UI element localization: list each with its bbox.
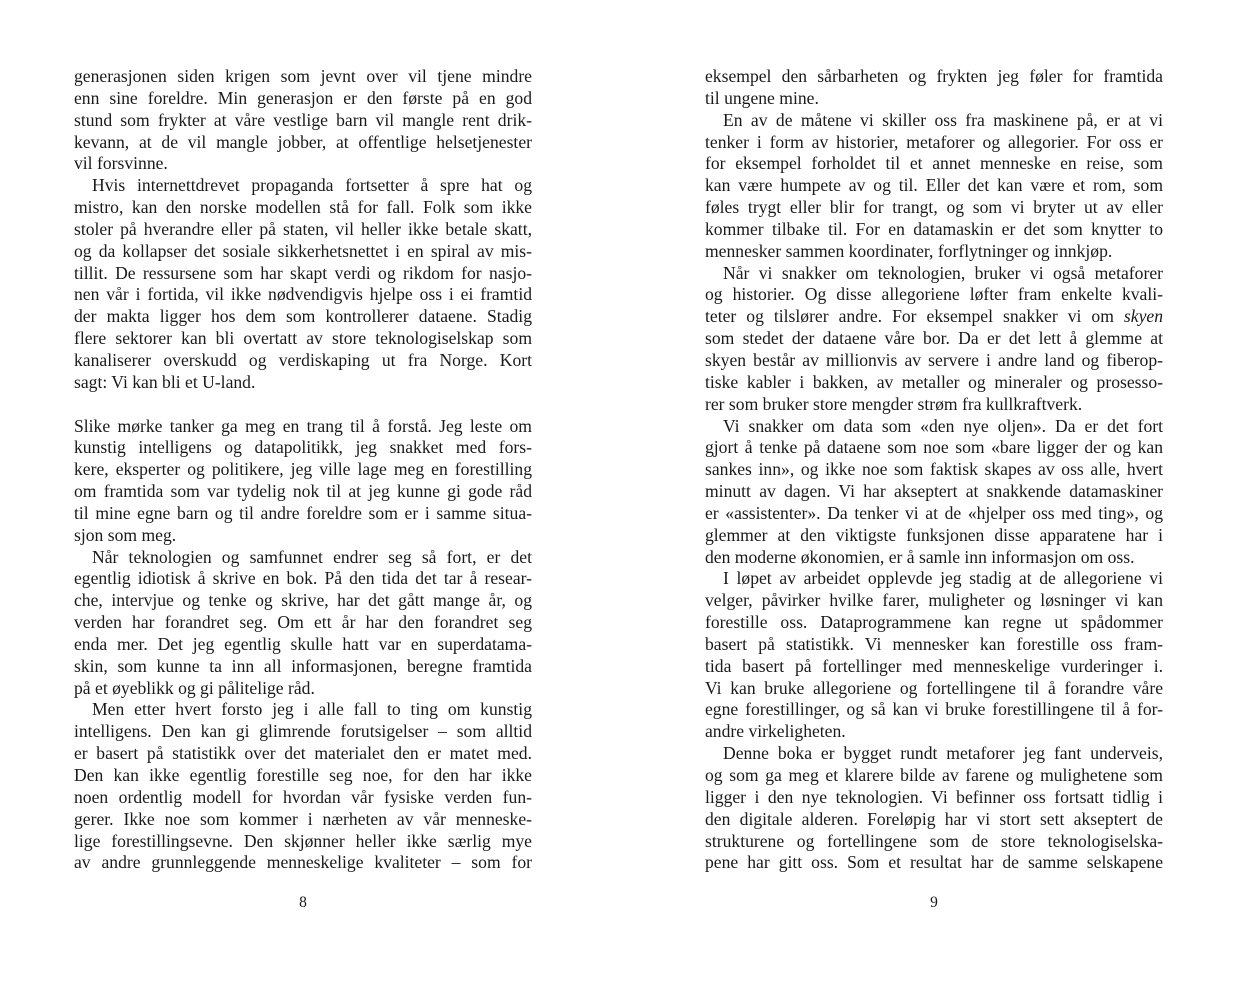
text-line: che, intervjue og tenke og skrive, har det gått mange år, og (74, 590, 532, 611)
text-line: skin, som kunne ta inn all informasjonen, beregne framtida (74, 655, 532, 676)
text-line: noen ordentlig modell for hvordan vår fysiske verden fun- (74, 786, 532, 807)
text-line: glemmer at den viktigste funksjonen disse apparatene har i (705, 524, 1163, 545)
text-line: av andre grunnleggende menneskelige kvaliteter – som for (74, 852, 532, 873)
text-line: for eksempel forholdet til et annet menneske en reise, som (705, 153, 1163, 174)
text-line-segment: teter og tilslører andre. For eksempel snakker vi om (705, 306, 1124, 327)
text-line: rer som bruker store mengder strøm fra kullkraftverk. (705, 393, 1083, 414)
text-line: kan være humpete av og til. Eller det kan være et rom, som (705, 175, 1163, 196)
italic-word: skyen (1123, 306, 1163, 327)
left-page-text (74, 66, 532, 874)
text-line: lige forestillingsevne. Den skjønner heller ikke særlig mye (74, 830, 532, 851)
text-line: den moderne økonomien, er å samle inn informasjon om oss. (705, 546, 1135, 567)
text-line: velger, påvirker hvilke farer, muligheter og løsninger vi kan (705, 590, 1163, 611)
text-line: Denne boka er bygget rundt metaforer jeg fant underveis, (723, 743, 1163, 764)
text-line: der makta ligger hos dem som kontrollerer dataene. Stadig (74, 306, 532, 327)
text-line: Men etter hvert forsto jeg i alle fall to ting om kunstig (92, 699, 532, 720)
text-line: Vi snakker om data som «den nye oljen». Da er det fort (723, 415, 1163, 436)
text-line: vil forsvinne. (74, 153, 168, 174)
text-line: sjon som meg. (74, 524, 177, 545)
text-line: og da kollapser det sosiale sikkerhetsnettet i en spiral av mis- (74, 240, 532, 261)
text-line: sankes inn», og ikke noe som faktisk skapes av oss alle, hvert (705, 459, 1163, 480)
text-line: tiske kabler i bakken, av metaller og mineraler og prosesso- (705, 371, 1163, 392)
text-line: I løpet av arbeidet opplevde jeg stadig at de allegoriene vi (723, 568, 1163, 589)
text-line: Vi kan bruke allegoriene og fortellingene til å forandre våre (705, 677, 1163, 698)
text-line: og historier. Og disse allegoriene løfter fram enkelte kvali- (705, 284, 1163, 305)
text-line: tenker i form av historier, metaforer og allegorier. For oss er (705, 131, 1163, 152)
text-line: Den kan ikke egentlig forestille seg noe, for den har ikke (74, 765, 532, 785)
text-line: strukturene og fortellingene som de store teknologiselska- (705, 830, 1163, 851)
text-line: er basert på statistikk over det materialet den er matet med. (74, 743, 532, 764)
text-line: som stedet der dataene våre bor. Da er det lett å glemme at (705, 328, 1163, 349)
text-line: egne forestillinger, og så kan vi bruke forestillingene til å for- (705, 699, 1163, 720)
text-line: gerer. Ikke noe som kommer i nærheten av vår menneske- (74, 808, 532, 829)
text-line: til ungene mine. (705, 87, 819, 108)
text-line: kanaliserer overskudd og verdiskaping ut fra Norge. Kort (74, 349, 532, 370)
text-line: Når vi snakker om teknologien, bruker vi også metaforer (723, 262, 1163, 283)
text-line: føles trygt eller blir for trangt, og som vi bryter ut av eller (705, 197, 1163, 218)
text-line: skyen består av millionvis av servere i andre land og fiberop- (705, 349, 1163, 370)
text-line: og som ga meg et klarere bilde av farene og mulighetene som (705, 765, 1163, 785)
text-line: flere sektorer kan bli overtatt av store teknologiselskap som (74, 328, 532, 349)
text-line: En av de måtene vi skiller oss fra maskinene på, er at vi (723, 109, 1163, 130)
text-line: intelligens. Den kan gi glimrende forutsigelser – som alltid (74, 721, 532, 742)
text-line: egentlig idiotisk å skrive en bok. På den tida det tar å resear- (74, 568, 532, 589)
text-line: kere, eksperter og politikere, jeg ville lage meg en forestilling (74, 459, 532, 480)
text-line: pene har gitt oss. Som et resultat har de samme selskapene (705, 852, 1163, 873)
text-line: stund som frykter at våre vestlige barn vil mangle rent drik- (74, 109, 532, 130)
text-line: mistro, kan den norske modellen stå for fall. Folk som ikke (74, 197, 532, 218)
text-line: kunstig intelligens og datapolitikk, jeg snakket med fors- (74, 437, 532, 458)
text-line (705, 306, 1163, 328)
text-line: mennesker sammen koordinater, forflytninger og innkjøp. (705, 240, 1113, 261)
text-line: enn sine foreldre. Min generasjon er den første på en god (74, 87, 532, 108)
text-line: er «assistenter». Da tenker vi at de «hjelper oss med ting», og (705, 502, 1163, 523)
text-line: verden har forandret seg. Om ett år har den forandret seg (74, 612, 532, 633)
text-line: den digitale alderen. Foreløpig har vi stort sett akseptert de (705, 808, 1163, 829)
text-line: eksempel den sårbarheten og frykten jeg føler for framtida (705, 66, 1163, 86)
text-line: enda mer. Det jeg egentlig skulle hatt var en superdatama- (74, 633, 532, 654)
text-line: stoler på hverandre eller på staten, vil heller ikke betale skatt, (74, 218, 532, 239)
text-line: nen vår i fortida, vil ikke nødvendigvis hjelpe oss i ei framtid (74, 284, 532, 305)
text-line: sagt: Vi kan bli et U-land. (74, 371, 256, 392)
text-line: basert på statistikk. Vi mennesker kan forestille oss fram- (705, 633, 1163, 654)
text-line: Når teknologien og samfunnet endrer seg så fort, er det (92, 546, 532, 567)
text-line: andre virkeligheten. (705, 721, 846, 742)
text-line: generasjonen siden krigen som jevnt over vil tjene mindre (74, 66, 532, 86)
text-line: tillit. De ressursene som har skapt verdi og rikdom for nasjo- (74, 262, 532, 283)
page-number-left: 8 (299, 894, 307, 911)
text-line: tida basert på fortellinger med menneskelige vurderinger i. (705, 655, 1163, 676)
text-line: kommer tilbake til. For en datamaskin er det som knytter to (705, 218, 1163, 239)
text-line: om framtida som var tydelig nok til at jeg kunne gi gode råd (74, 481, 532, 502)
text-line: kevann, at de vil mangle jobber, at offentlige helsetjenester (74, 131, 532, 152)
page-number-right: 9 (930, 894, 938, 911)
paragraph-break (74, 394, 532, 416)
text-line: Hvis internettdrevet propaganda fortsetter å spre hat og (92, 175, 532, 196)
text-line: gjort å tenke på dataene som noe som «bare ligger der og kan (705, 437, 1163, 458)
text-line: forestille oss. Dataprogrammene kan regne ut spådommer (705, 612, 1163, 633)
text-line: på et øyeblikk og gi pålitelige råd. (74, 677, 315, 698)
text-line: ligger i den nye teknologien. Vi befinner oss fortsatt tidlig i (705, 786, 1163, 807)
text-line: til mine egne barn og til andre foreldre som er i samme situa- (74, 502, 532, 523)
right-page-text (705, 66, 1163, 874)
text-line: Slike mørke tanker ga meg en trang til å forstå. Jeg leste om (74, 415, 532, 436)
text-line: minutt av dagen. Vi har akseptert at snakkende datamaskiner (705, 481, 1163, 502)
